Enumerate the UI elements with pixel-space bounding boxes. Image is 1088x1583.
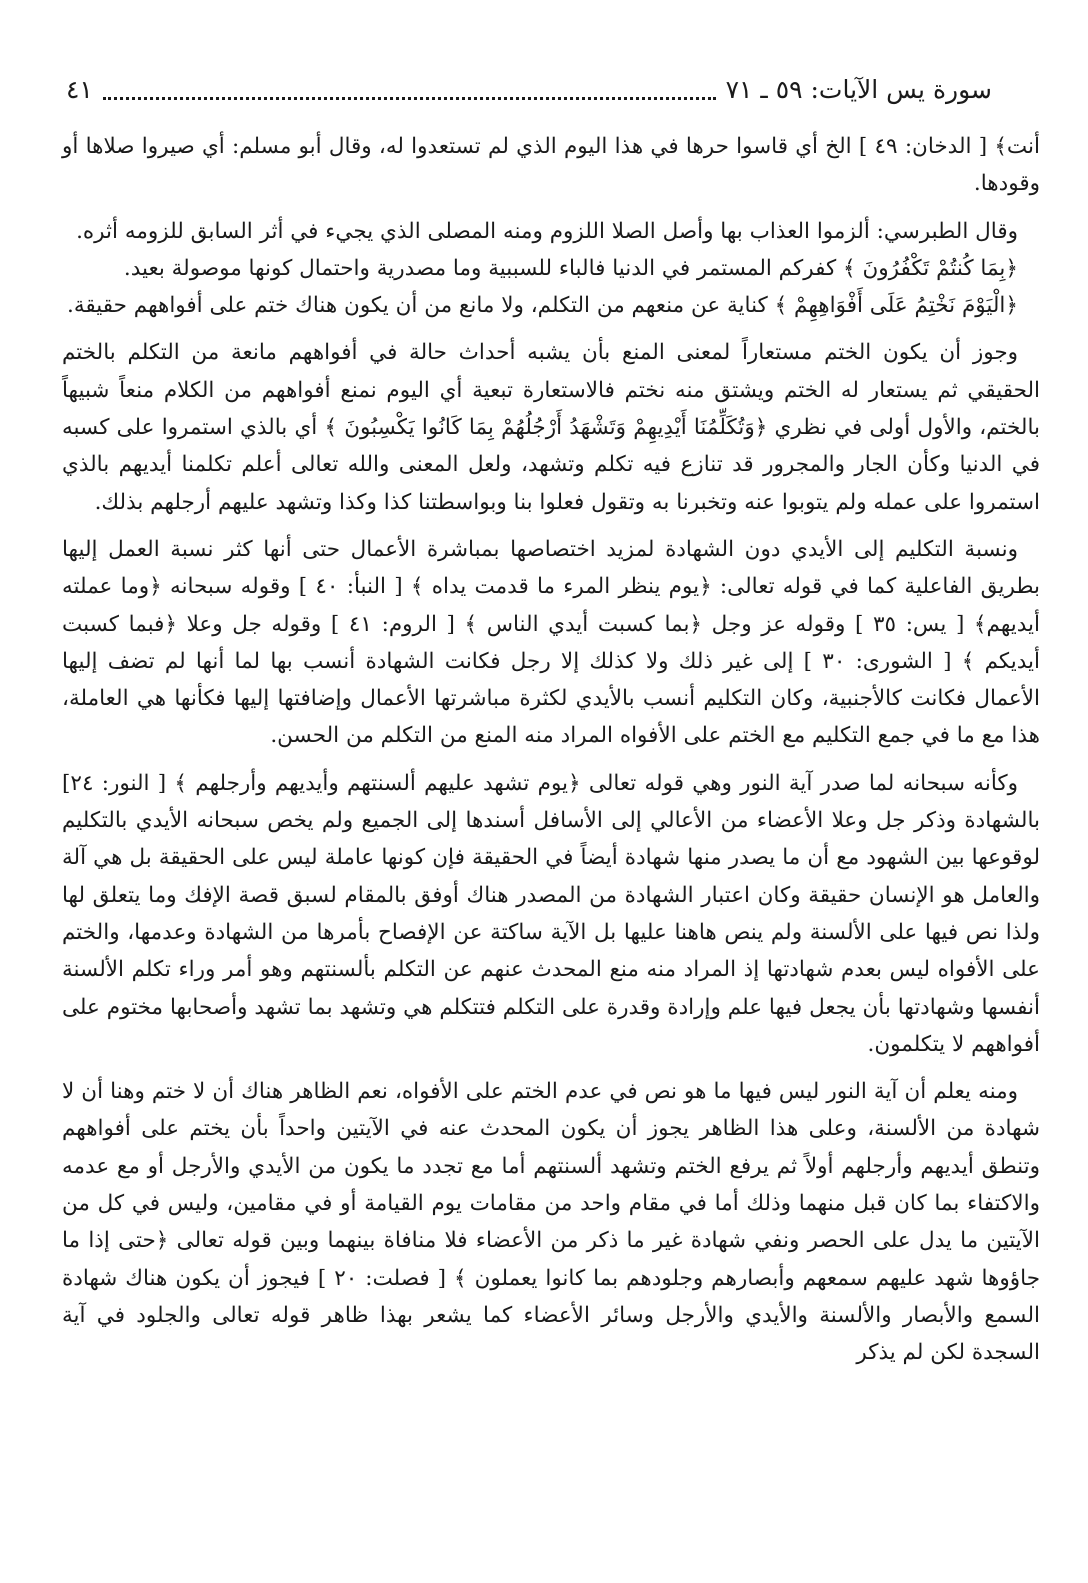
paragraph-1: أنت﴾ [ الدخان: ٤٩ ] الخ أي قاسوا حرها في هذا اليوم الذي لم تستعدوا له، وقال أبو مسلم: أي صيروا صلاها أو وقودها. — [62, 134, 1040, 197]
running-header — [66, 70, 992, 110]
paragraph-5: وجوز أن يكون الختم مستعاراً لمعنى المنع بأن يشبه أحداث حالة في أفواههم مانعة من التكلم بالختم الحقيقي ثم يستعار له الختم ويشتق منه نختم فالاستعارة تبعية أي اليوم نمنع أفواههم من الكلام منعاً شبيهاً بالختم، والأول أولى في نظري ﴿وَتُكَلِّمُنَا أَيْدِيهِمْ وَتَشْهَدُ أَرْجُلُهُمْ بِمَا كَانُوا يَكْسِبُونَ ﴾ أي بالذي استمروا على كسبه في الدنيا وكأن الجار والمجرور قد تنازع فيه تكلم وتشهد، ولعل المعنى والله تعالى أعلم تكلمنا أيديهم بالذي استمروا على عمله ولم يتوبوا عنه وتخبرنا به وتقول فعلوا بنا وبواسطتنا كذا وكذا وتشهد عليهم أرجلهم بذلك. — [62, 340, 1040, 515]
body-text — [62, 128, 1040, 1382]
page-number: ٤١ — [66, 75, 93, 104]
paragraph-6: ونسبة التكليم إلى الأيدي دون الشهادة لمزيد اختصاصها بمباشرة الأعمال حتى أنها كثر نسبة العمل إليها بطريق الفاعلية كما في قوله تعالى: ﴿يوم ينظر المرء ما قدمت يداه ﴾ [ النبأ: ٤٠ ] وقوله سبحانه ﴿وما عملته أيديهم﴾ [ يس: ٣٥ ] وقوله عز وجل ﴿بما كسبت أيدي الناس ﴾ [ الروم: ٤١ ] وقوله جل وعلا ﴿فبما كسبت أيديكم ﴾ [ الشورى: ٣٠ ] إلى غير ذلك ولا كذلك إلا رجل فكانت الشهادة أنسب بها لما أنها لم تضف إليها الأعمال فكانت كالأجنبية، وكان التكليم أنسب بالأيدي لكثرة مباشرتها الأعمال وإضافتها إليها فكأنها هي العاملة، هذا مع ما في جمع التكليم مع الختم على الأفواه المراد منه المنع من التكلم من الحسن. — [62, 536, 1040, 749]
paragraph-2: وقال الطبرسي: ألزموا العذاب بها وأصل الصلا اللزوم ومنه المصلى الذي يجيء في أثر السابق للزومه أثره. — [76, 218, 1018, 244]
paragraph-8: ومنه يعلم أن آية النور ليس فيها ما هو نص في عدم الختم على الأفواه، نعم الظاهر هناك أن لا ختم وهنا أن لا شهادة من الألسنة، وعلى هذا الظاهر يجوز أن يكون المحدث عنه في الآيتين واحداً بأن يختم على أفواههم وتنطق أيديهم وأرجلهم أولاً ثم يرفع الختم وتشهد ألسنتهم أما مع تجدد ما يكون من الأيدي والأرجل أو مع عدمه والاكتفاء بما كان قبل منهما وذلك أما في مقام واحد من مقامات يوم القيامة أو في مقامين، وليس في كل من الآيتين ما يدل على الحصر ونفي شهادة غير ما ذكر من الأعضاء فلا منافاة بينهما وبين قوله تعالى ﴿حتى إذا ما جاؤوها شهد عليهم سمعهم وأبصارهم وجلودهم بما كانوا يعملون ﴾ [ فصلت: ٢٠ ] فيجوز أن يكون هناك شهادة السمع والأبصار والألسنة والأيدي والأرجل وسائر الأعضاء كما يشعر بهذا ظاهر قوله تعالى والجلود في آية السجدة لكن لم يذكر — [62, 1079, 1040, 1366]
paragraph-3: ﴿بِمَا كُنتُمْ تَكْفُرُونَ ﴾ كفركم المستمر في الدنيا فالباء للسببية وما مصدرية واحتمال كونها موصولة بعيد. — [123, 255, 1018, 281]
header-title: سورة يس الآيات: ٥٩ ـ ٧١ — [725, 75, 992, 104]
header-dot-leader — [103, 97, 716, 100]
paragraph-7: وكأنه سبحانه لما صدر آية النور وهي قوله تعالى ﴿يوم تشهد عليهم ألسنتهم وأيديهم وأرجلهم ﴾ [ النور: ٢٤] بالشهادة وذكر جل وعلا الأعضاء من الأعالي إلى الأسافل أسندها إلى الجميع ولم يخص سبحانه الأيدي بالتكليم لوقوعها بين الشهود مع أن ما يصدر منها شهادة أيضاً في الحقيقة فإن كونها عاملة ليس على الحقيقة بل هي آلة والعامل هو الإنسان حقيقة وكان اعتبار الشهادة من المصدر هناك أوفق بالمقام لسبق قصة الإفك وما يتعلق لها ولذا نص فيها على الألسنة ولم ينص هاهنا عليها بل الآية ساكتة عن الإفصاح بأمرها من الشهادة وعدمها، والختم على الأفواه ليس بعدم شهادتها إذ المراد منه منع المحدث عنهم عن التكلم بألسنتهم وهو أمر وراء تكلم الألسنة أنفسها وشهادتها بأن يجعل فيها علم وإرادة وقدرة على التكلم فتتكلم هي وتشهد بما تشهد وأصحابها مختوم على أفواههم لا يتكلمون. — [62, 770, 1040, 1057]
paragraph-4: ﴿الْيَوْمَ نَخْتِمُ عَلَى أَفْوَاهِهِمْ ﴾ كناية عن منعهم من التكلم، ولا مانع من أن يكون هناك ختم على أفواههم حقيقة. — [67, 293, 1018, 319]
